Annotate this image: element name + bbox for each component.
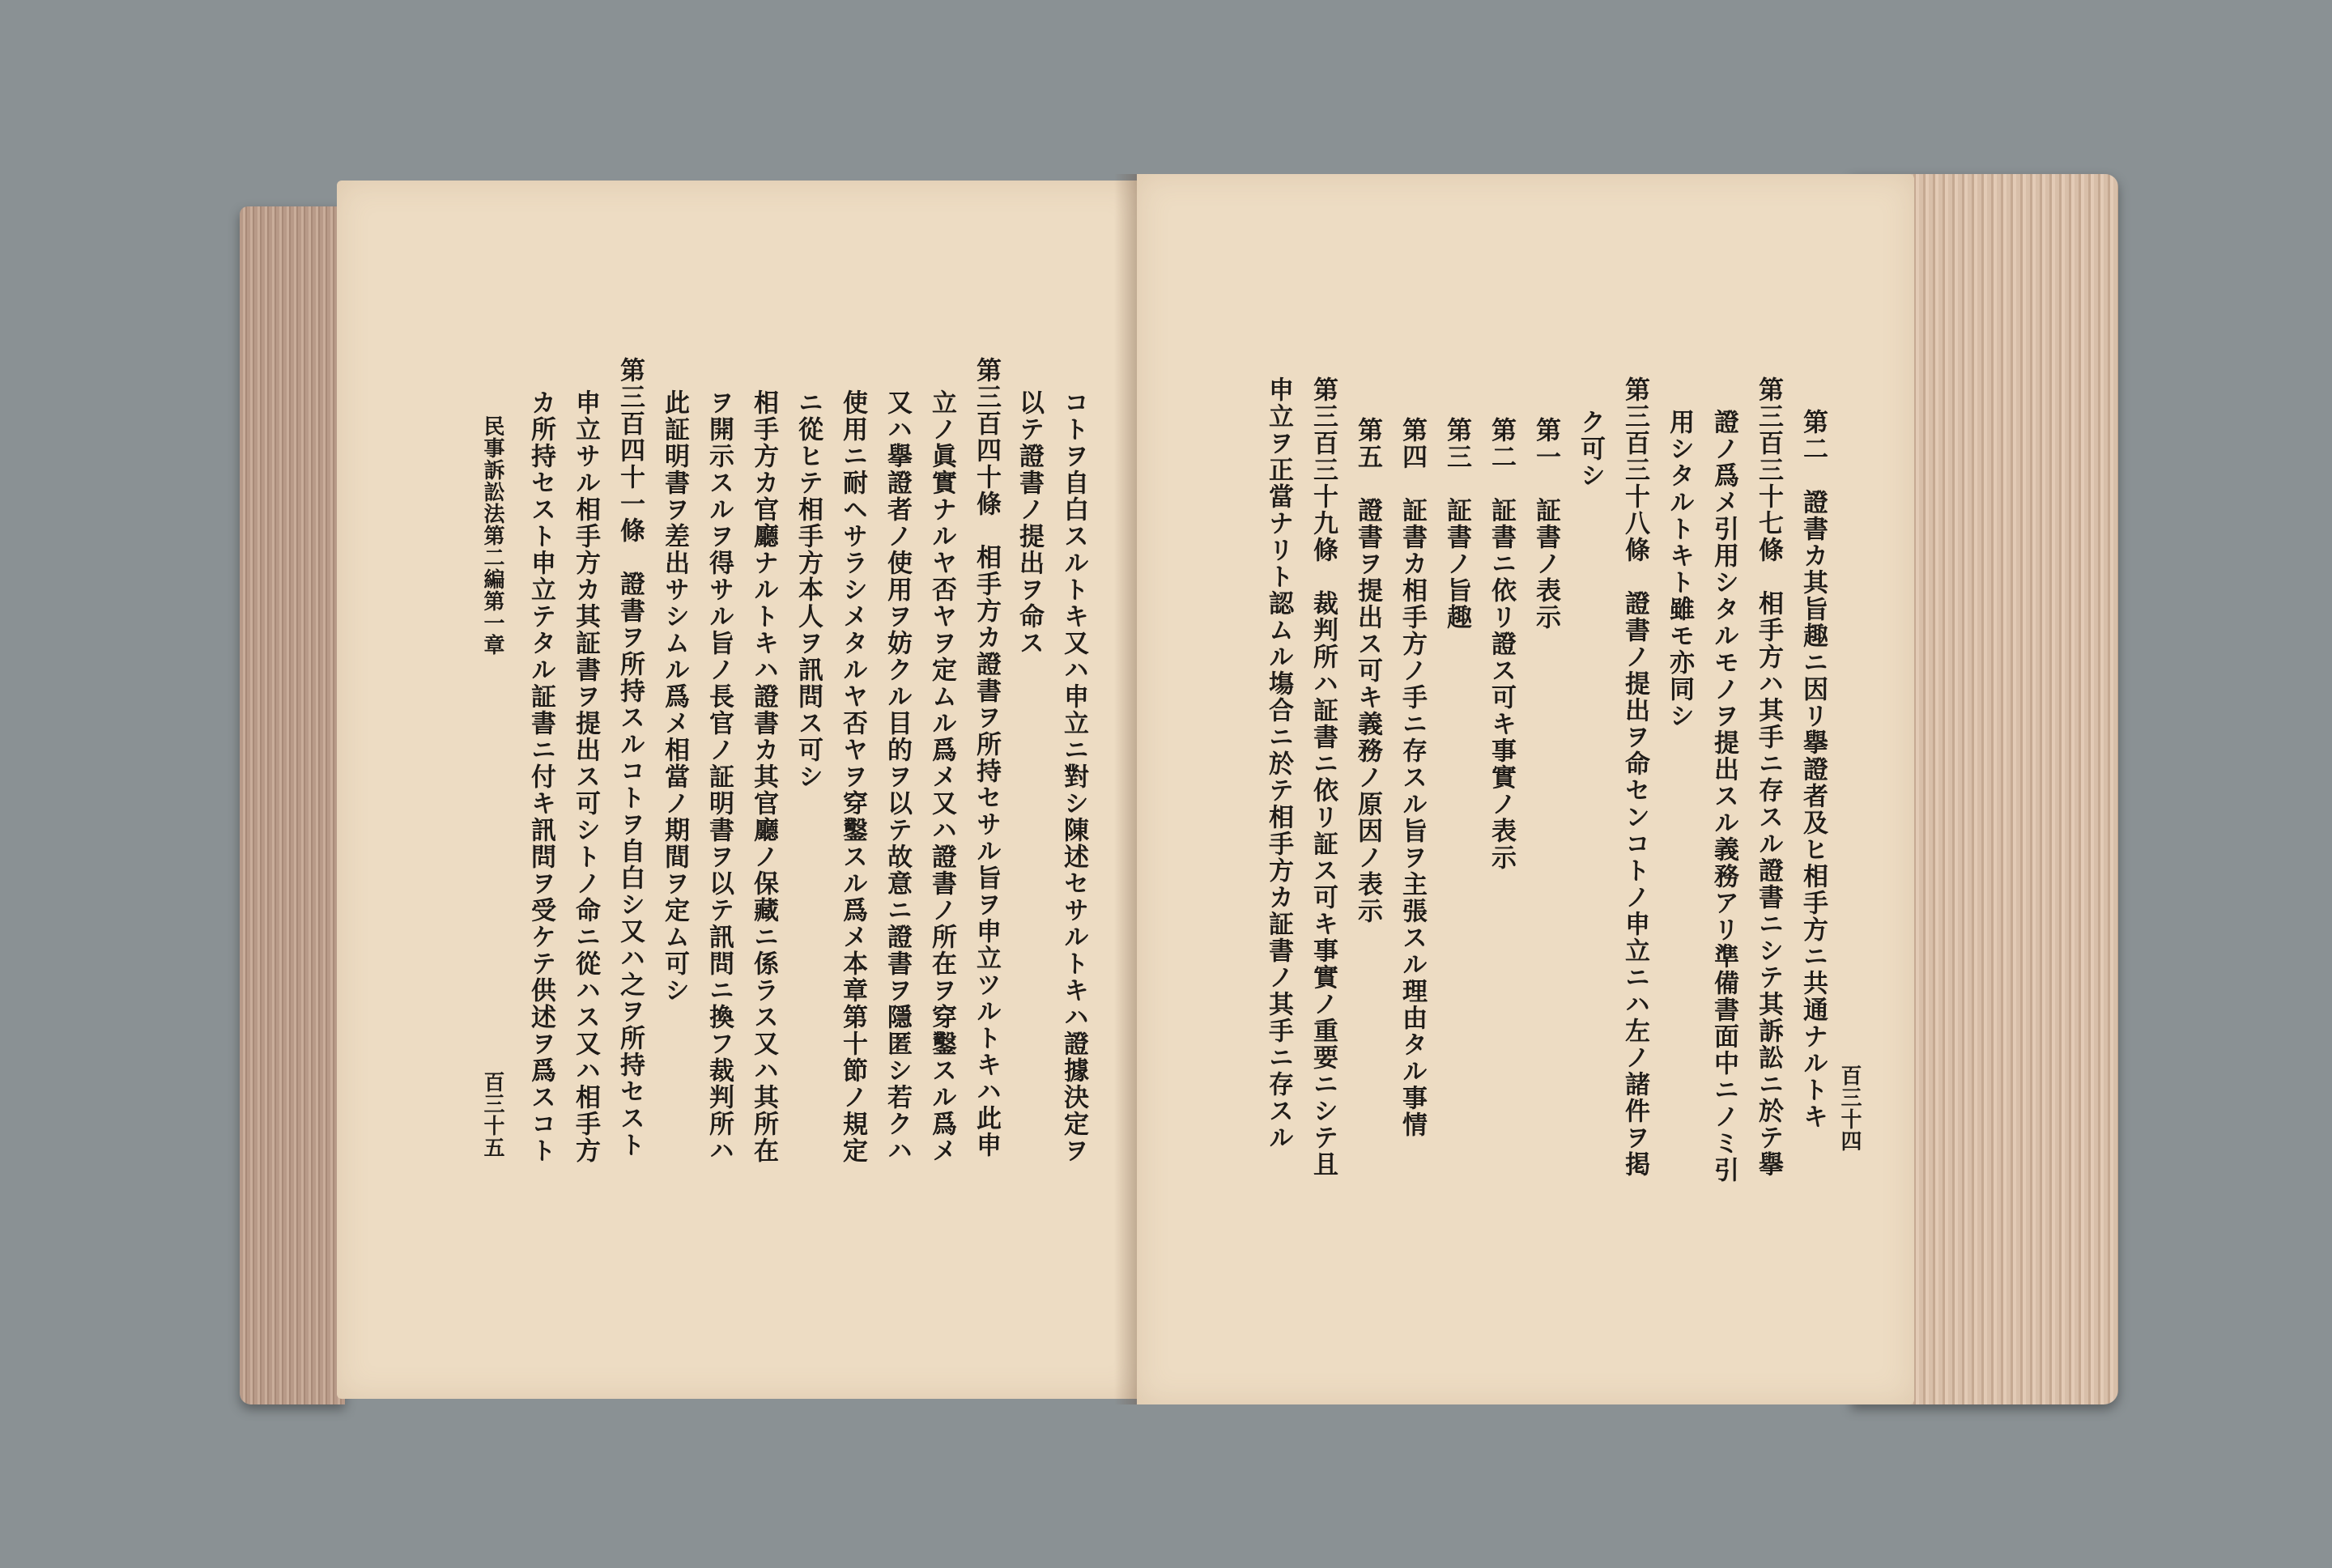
- text-column: 第二 証書ニ依リ證ス可キ事實ノ表示: [1487, 417, 1516, 871]
- text-column: 證ノ爲メ引用シタルモノヲ提出スル義務アリ準備書面中ニノミ引: [1709, 409, 1738, 1183]
- text-column: 第三 証書ノ旨趣: [1442, 417, 1471, 631]
- text-column: ニ從ヒテ相手方本人ヲ訊問ス可シ: [794, 389, 823, 790]
- running-footer-title: 民事訴訟法第二編第一章: [480, 415, 504, 656]
- page-number: 百三十四: [1837, 1064, 1862, 1152]
- text-column: 第三百四十條 相手方カ證書ヲ所持セサル旨ヲ申立ツルトキハ此申: [972, 357, 1001, 1158]
- text-column: 此証明書ヲ差出サシムル爲メ相當ノ期間ヲ定ム可シ: [660, 389, 689, 1004]
- text-column: 第三百四十一條 證書ヲ所持スルコトヲ自白シ又ハ之ヲ所持セスト: [615, 357, 645, 1158]
- text-column: 第三百三十九條 裁判所ハ証書ニ依リ証ス可キ事實ノ重要ニシテ且: [1309, 376, 1338, 1178]
- text-column: 使用ニ耐ヘサラシメタルヤ否ヤヲ穿鑿スル爲メ本章第十節ノ規定: [838, 389, 867, 1164]
- text-column: コトヲ自白スルトキ又ハ申立ニ對シ陳述セサルトキハ證據決定ヲ: [1059, 389, 1088, 1164]
- text-column: 第三百三十七條 相手方ハ其手ニ存スル證書ニシテ其訴訟ニ於テ擧: [1754, 376, 1783, 1178]
- left-page: [337, 181, 1147, 1399]
- text-column: ク可シ: [1576, 409, 1605, 489]
- text-column: 以テ證書ノ提出ヲ命ス: [1015, 389, 1044, 657]
- text-column: 又ハ擧證者ノ使用ヲ妨クル目的ヲ以テ故意ニ證書ヲ隱匿シ若クハ: [883, 389, 912, 1164]
- page-number: 百三十五: [480, 1071, 504, 1158]
- text-column: 申立サル相手方カ其証書ヲ提出ス可シトノ命ニ從ハス又ハ相手方: [571, 389, 600, 1164]
- open-book: [240, 174, 2118, 1413]
- text-column: 用シタルトキト雖モ亦同シ: [1665, 409, 1694, 729]
- text-column: ヲ開示スルヲ得サル旨ノ長官ノ証明書ヲ以テ訊問ニ換フ裁判所ハ: [704, 389, 734, 1164]
- text-column: 第三百三十八條 證書ノ提出ヲ命センコトノ申立ニハ左ノ諸件ヲ掲: [1620, 376, 1649, 1178]
- text-column: 第二 證書カ其旨趣ニ因リ擧證者及ヒ相手方ニ共通ナルトキ: [1798, 409, 1828, 1130]
- text-column: 申立ヲ正當ナリト認ムル塲合ニ於テ相手方カ証書ノ其手ニ存スル: [1264, 376, 1293, 1151]
- text-column: 立ノ眞實ナルヤ否ヤヲ定ムル爲メ又ハ證書ノ所在ヲ穿鑿スル爲メ: [927, 389, 956, 1164]
- text-column: 第四 証書カ相手方ノ手ニ存スル旨ヲ主張スル理由タル事情: [1398, 417, 1427, 1138]
- right-page: [1137, 174, 1914, 1404]
- left-page-edges: [240, 206, 345, 1404]
- text-column: 第五 證書ヲ提出ス可キ義務ノ原因ノ表示: [1353, 417, 1382, 924]
- text-column: 相手方カ官廳ナルトキハ證書カ其官廳ノ保藏ニ係ラス又ハ其所在: [749, 389, 778, 1164]
- text-column: 第一 証書ノ表示: [1531, 417, 1560, 631]
- text-column: カ所持セスト申立テタル証書ニ付キ訊問ヲ受ケテ供述ヲ爲スコト: [526, 389, 555, 1164]
